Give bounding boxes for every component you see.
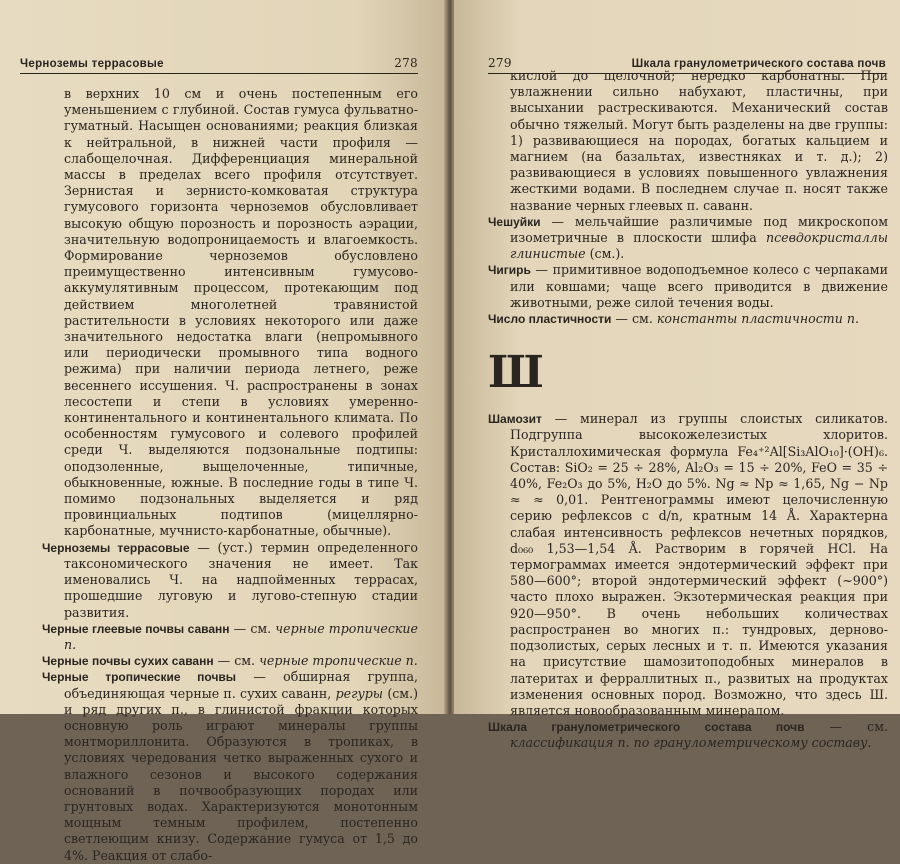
dictionary-entry (488, 262, 888, 311)
right-running-head: Шкала гранулометрического состава почв (631, 58, 886, 70)
left-page-body (42, 86, 418, 864)
dictionary-entry (42, 669, 418, 863)
left-running-header (20, 52, 418, 74)
entry-text: (см.). (585, 246, 625, 262)
entry-term: Черные почвы сухих саванн (42, 654, 214, 669)
continued-paragraph: в верхних 10 см и очень постепенным его уменьшением с глубиной. Состав гумуса фульватно-гуматный. Насыщен основаниями; реакция близкая к нейтральной, в нижней части профиля — слабощелочная. Дифференциация минеральной массы в пределах всего профиля отсутствует. Зернистая и зернисто-комковатая структура гумусового горизонта черноземов обусловливает высокую общую порозность и порозность аэрации, значительную водопроницаемость и влагоемкость. Формирование черноземов обусловлено преимущественно интенсивным гумусово-аккумулятивным процессом, протекающим под действием многолетней травянистой растительности в условиях некоторого или даже значительного недостатка влаги (непромывного или периодически промывного типа водного режима) при наличии периода летнего, реже весеннего иссушения. Ч. распространены в зонах лесостепи и степи в условиях умеренно-континентального и континентального климата. По особенностям гумусового и солевого профилей среди Ч. выделяются подзональные подтипы: оподзоленные, выщелоченные, типичные, обыкновенные, южные. В последние годы в типе Ч. помимо подзональных выделяется и ряд провинциальных подтипов (мицеллярно-карбонатные, мучнисто-карбонатные, обычные). (64, 86, 418, 539)
dictionary-entry (488, 311, 888, 327)
entry-term: Чигирь (488, 263, 531, 278)
entry-term: Число пластичности (488, 312, 612, 327)
entry-reference: черные тропические п. (259, 653, 418, 669)
left-running-head: Черноземы террасовые (20, 58, 164, 70)
dictionary-entry (488, 411, 888, 719)
dictionary-entry (42, 621, 418, 653)
entry-reference: черные тропические п. (64, 620, 418, 652)
entry-text: — см. (213, 653, 260, 669)
dictionary-entry (42, 540, 418, 621)
left-page-number: 278 (394, 56, 418, 70)
dictionary-entry (488, 214, 888, 263)
section-letter: Ш (488, 347, 544, 399)
dictionary-entry (42, 653, 418, 669)
entry-reference: псевдокристаллы глинистые (510, 230, 888, 262)
entry-text: — см. (611, 311, 657, 327)
entry-term: Чешуйки (488, 214, 541, 229)
entry-term: Черноземы террасовые (42, 540, 190, 555)
entry-text: — обширная группа, объединяющая черные п. сухих саванн, (64, 669, 418, 701)
entry-text: — см. (229, 620, 276, 636)
dictionary-entry (488, 719, 888, 751)
right-page-body (488, 68, 888, 752)
entry-reference: константы пластичности п. (656, 311, 859, 327)
right-page-number: 279 (488, 56, 512, 70)
left-page (0, 0, 446, 863)
continued-paragraph: кислой до щелочной; нередко карбонатны. При увлажнении сильно набухают, пластичны, при высыхании растрескиваются. Механический состав обычно тяжелый. Могут быть разделены на две группы: 1) развивающиеся на породах, богатых кальцием и магнием (на базальтах, известняках и т. д.); 2) развивающиеся в условиях повышенного увлажнения жесткими водами. В последнем случае п. носят также название черных глеевых п. саванн. (510, 68, 888, 213)
entry-term: Шамозит (488, 412, 542, 427)
entry-term: Черные тропические почвы (42, 670, 237, 685)
entry-text: (см.) и ряд других п., в глинистой фракции которых основную роль играют минералы группы монтмориллонита. Образуются в тропиках, в условиях чередования четко выраженных сухого и влажного сезонов и высокого содержания оснований в почвообразующих породах или грунтовых водах. Характеризуются монотонным мощным темным профилем, постепенно светлеющим книзу. Содержание гумуса от 1,5 до 4%. Реакция от слабо- (64, 685, 418, 863)
entry-text: — (уст.) термин определенного таксономического значения не имеет. Так именовались Ч. на надпойменных террасах, прошедшие луговую и лугово-степную стадии развития. (64, 539, 418, 620)
entry-reference: регуры (335, 685, 384, 701)
entry-term: Шкала гранулометрического состава почв (488, 720, 805, 735)
entry-text: — минерал из группы слоистых силикатов. Подгруппа высокожелезистых хлоритов. Кристаллохимическая формула Fe₄⁺²Al[Si₃AlO₁₀]·(OH)₆. Состав: SiO₂ = 25 ÷ 28%, Al₂O₃ = 15 ÷ 20%, FeO = 35 ÷ 40%, Fe₂O₃ до 5%, H₂O до 5%. Ng ≈ Np ≈ 1,65, Ng − Np ≈ ≈ 0,01. Рентгенограммы имеют целочисленную серию рефлексов с d/n, кратным 14 Å. Характерна слабая интенсивность рефлексов нечетных порядков, d₀₆₀ 1,53—1,54 Å. Растворим в горячей HCl. На термограммах имеется эндотермический эффект при 580—600°; второй эндотермический эффект (~900°) часто плохо выражен. Экзотермическая реакция при 920—950°. В очень небольших количествах распространен во многих п.: тундровых, дерново-подзолистых, серых лесных и т. п. Имеются указания на присутствие шамозитоподобных минералов в латеритах и ферраллитных п., развитых на продуктах изменения основных пород. Возможно, что здесь Ш. является новообразованным минералом. (510, 411, 888, 718)
entry-text: — примитивное водоподъемное колесо с черпаками или ковшами; чаще всего приводится в движение животными, реже силой течения воды. (510, 262, 888, 310)
entry-term: Черные глеевые почвы саванн (42, 621, 230, 636)
entry-text: — см. (804, 719, 888, 735)
entry-reference: классификация п. по гранулометрическому составу. (510, 735, 872, 751)
entry-text: — мельчайшие различимые под микроскопом изометричные в плоскости шлифа (510, 213, 888, 246)
right-page (454, 0, 900, 751)
